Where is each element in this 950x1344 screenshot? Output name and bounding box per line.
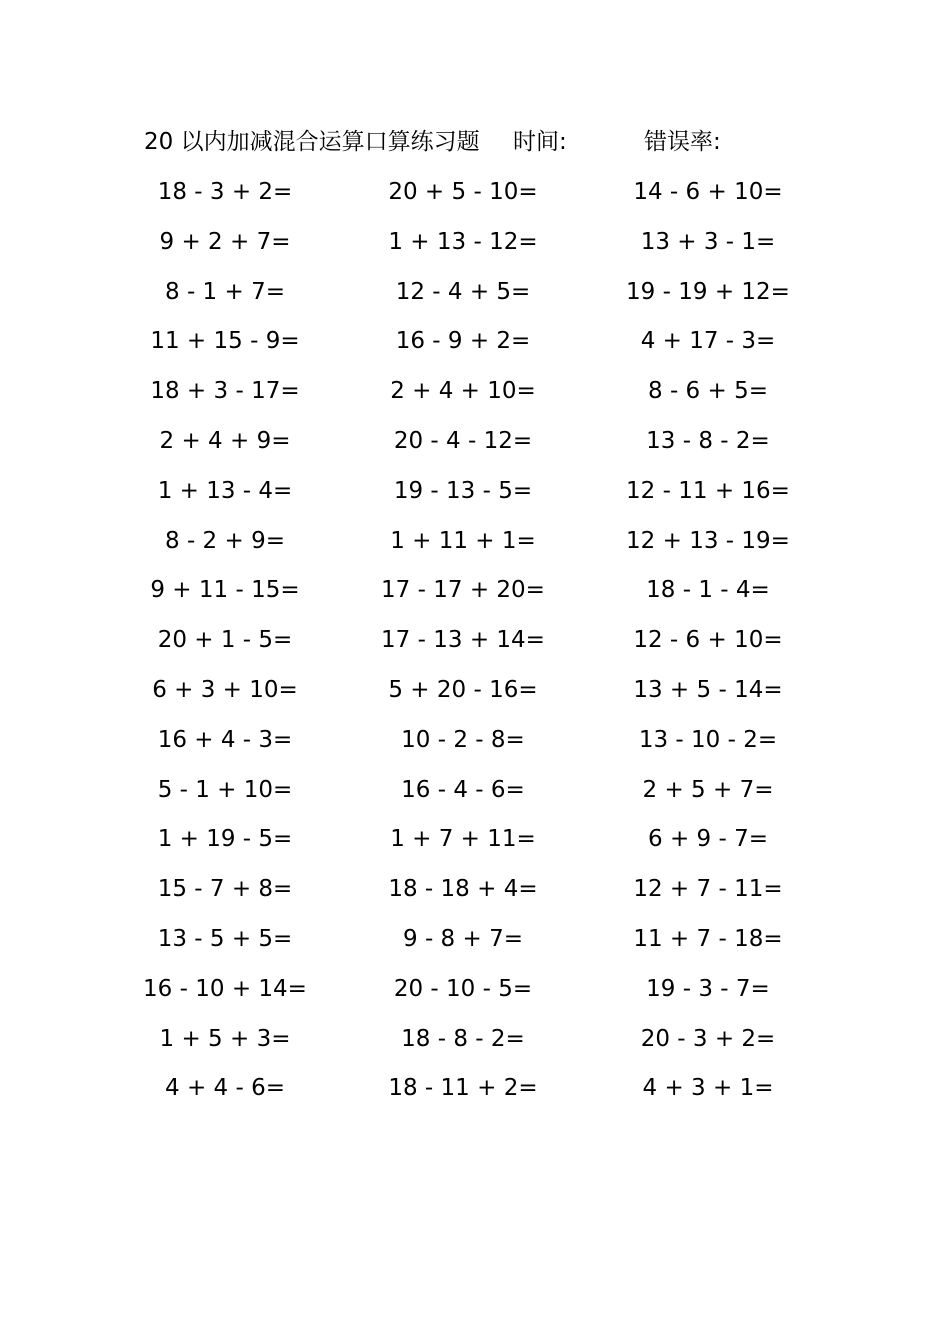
- math-problem: 17 - 13 + 14=: [381, 627, 545, 654]
- problem-row: [0, 421, 950, 471]
- math-problem: 9 - 8 + 7=: [403, 925, 523, 952]
- math-problem: 19 - 19 + 12=: [626, 278, 790, 305]
- math-problem: 6 + 9 - 7=: [648, 826, 768, 853]
- problem-row: [0, 869, 950, 919]
- problem-row: [0, 521, 950, 571]
- problem-row: [0, 321, 950, 371]
- math-problem: 11 + 7 - 18=: [633, 925, 783, 952]
- math-problem: 13 + 3 - 1=: [640, 228, 776, 255]
- math-problem: 19 - 13 - 5=: [393, 477, 533, 504]
- error-rate-label: 错误率:: [644, 129, 721, 155]
- worksheet-title: 20 以内加减混合运算口算练习题: [144, 129, 480, 155]
- problem-row: [0, 1019, 950, 1069]
- problem-row: [0, 222, 950, 272]
- problem-row: [0, 371, 950, 421]
- time-label: 时间:: [513, 129, 567, 155]
- math-problem: 18 - 8 - 2=: [401, 1025, 525, 1052]
- math-problem: 1 + 7 + 11=: [390, 826, 536, 853]
- math-problem: 12 + 13 - 19=: [626, 527, 790, 554]
- problem-row: [0, 570, 950, 620]
- math-problem: 8 - 1 + 7=: [165, 278, 285, 305]
- math-problem: 4 + 3 + 1=: [642, 1075, 774, 1102]
- problem-row: [0, 969, 950, 1019]
- math-problem: 20 - 10 - 5=: [393, 975, 533, 1002]
- problem-row: [0, 272, 950, 322]
- math-problem: 1 + 11 + 1=: [390, 527, 536, 554]
- math-problem: 17 - 17 + 20=: [381, 577, 545, 604]
- math-problem: 18 - 3 + 2=: [157, 179, 293, 205]
- math-problem: 20 - 3 + 2=: [640, 1025, 776, 1052]
- problem-row: [0, 620, 950, 670]
- math-problem: 10 - 2 - 8=: [401, 726, 525, 753]
- math-problem: 18 - 11 + 2=: [388, 1075, 538, 1102]
- math-problem: 18 - 1 - 4=: [646, 577, 770, 604]
- math-problem: 5 + 20 - 16=: [388, 676, 538, 703]
- math-problem: 8 - 2 + 9=: [165, 527, 285, 554]
- math-problem: 8 - 6 + 5=: [648, 378, 768, 405]
- problem-row: [0, 770, 950, 820]
- math-problem: 20 + 1 - 5=: [157, 627, 293, 654]
- problem-row: [0, 720, 950, 770]
- math-problem: 2 + 4 + 9=: [159, 427, 291, 454]
- math-problem: 12 + 7 - 11=: [633, 876, 783, 903]
- math-problem: 13 - 10 - 2=: [638, 726, 778, 753]
- problem-row: [0, 1068, 950, 1118]
- math-problem: 1 + 13 - 12=: [388, 228, 538, 255]
- math-problem: 20 + 5 - 10=: [388, 179, 538, 205]
- math-problem: 14 - 6 + 10=: [633, 179, 783, 205]
- math-problem: 11 + 15 - 9=: [150, 328, 300, 355]
- math-problem: 2 + 4 + 10=: [390, 378, 536, 405]
- math-problem: 13 - 5 + 5=: [157, 925, 293, 952]
- math-problem: 18 - 18 + 4=: [388, 876, 538, 903]
- math-problem: 1 + 13 - 4=: [157, 477, 293, 504]
- math-problem: 1 + 19 - 5=: [157, 826, 293, 853]
- math-problem: 9 + 11 - 15=: [150, 577, 300, 604]
- math-problem: 16 - 9 + 2=: [395, 328, 531, 355]
- math-problem: 16 + 4 - 3=: [157, 726, 293, 753]
- math-problem: 12 - 6 + 10=: [633, 627, 783, 654]
- problem-row: [0, 172, 950, 222]
- math-problem: 2 + 5 + 7=: [642, 776, 774, 803]
- math-problem: 5 - 1 + 10=: [157, 776, 293, 803]
- problem-row: [0, 919, 950, 969]
- math-problem: 6 + 3 + 10=: [152, 676, 298, 703]
- math-problem: 13 + 5 - 14=: [633, 676, 783, 703]
- worksheet-header: [0, 122, 950, 162]
- math-problem: 15 - 7 + 8=: [157, 876, 293, 903]
- problem-row: [0, 819, 950, 869]
- math-problem: 20 - 4 - 12=: [393, 427, 533, 454]
- math-problem: 18 + 3 - 17=: [150, 378, 300, 405]
- problem-row: [0, 670, 950, 720]
- math-problem: 16 - 4 - 6=: [401, 776, 525, 803]
- problem-grid: [0, 172, 950, 1118]
- math-problem: 1 + 5 + 3=: [159, 1025, 291, 1052]
- math-problem: 19 - 3 - 7=: [646, 975, 770, 1002]
- math-problem: 12 - 11 + 16=: [626, 477, 790, 504]
- math-problem: 4 + 17 - 3=: [640, 328, 776, 355]
- math-problem: 9 + 2 + 7=: [159, 228, 291, 255]
- math-problem: 16 - 10 + 14=: [143, 975, 307, 1002]
- problem-row: [0, 471, 950, 521]
- math-problem: 13 - 8 - 2=: [646, 427, 770, 454]
- math-problem: 12 - 4 + 5=: [395, 278, 531, 305]
- math-problem: 4 + 4 - 6=: [165, 1075, 285, 1102]
